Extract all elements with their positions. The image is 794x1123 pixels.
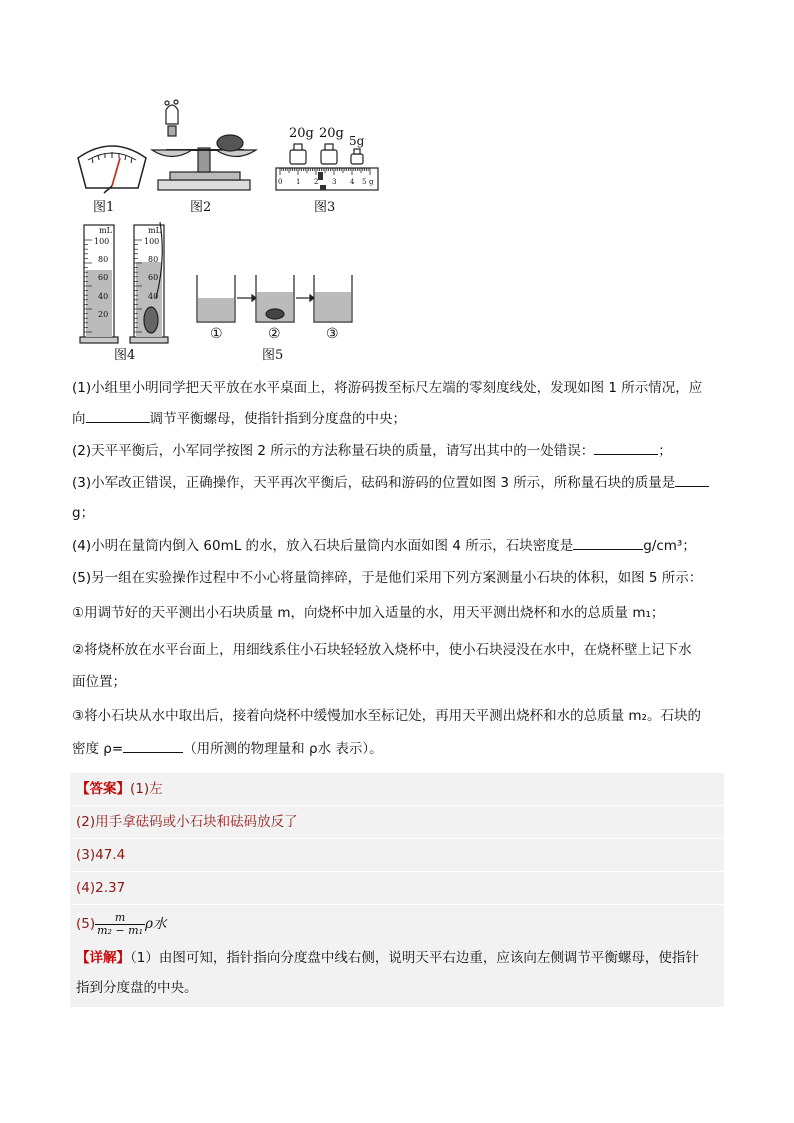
step-3-line-b: 密度 ρ= （用所测的物理量和 ρ水 表示）。 (72, 738, 732, 759)
cylinder-mark: 20 (98, 310, 109, 319)
cylinder-mark: 100 (144, 237, 160, 246)
ruler-tick-label: 0 (278, 178, 283, 186)
detail-line-b: 指到分度盘的中央。 (76, 980, 198, 996)
fig5-caption: 图5 (262, 348, 284, 363)
question-4: (4)小明在量筒内倒入 60mL 的水，放入石块后量筒内水面如图 4 所示，石块密度是 g/cm³； (72, 535, 732, 556)
cylinder-unit: mL (148, 226, 161, 235)
question-2: (2)天平平衡后，小军同学按图 2 所示的方法称量石块的质量，请写出其中的一处错误： ； (72, 440, 732, 461)
ruler-unit: g (369, 178, 374, 186)
question-1-line-a: (1)小组里小明同学把天平放在水平桌面上，将游码拨至标尺左端的零刻度线处，发现如图 1 所示情况，应 (72, 380, 703, 396)
detail-tag: 【详解】 (76, 950, 130, 966)
answer-row-1: 【答案】(1)左 (70, 772, 724, 805)
weight-label: 5g (349, 134, 365, 148)
ruler-tick-label: 4 (350, 178, 355, 186)
answer-blank (675, 472, 709, 487)
question-5: (5)另一组在实验操作过程中不小心将量筒摔碎，于是他们采用下列方案测量小石块的体积，如图 5 所示： (72, 570, 703, 586)
fig2-caption: 图2 (190, 200, 212, 215)
figures-svg (0, 0, 794, 370)
cylinder-mark: 40 (98, 292, 109, 301)
answer-row-2: (2)用手拿砝码或小石块和砝码放反了 (70, 805, 724, 838)
answer-row-3: (3)47.4 (70, 838, 724, 871)
answer-blank (594, 440, 658, 455)
answer-box (70, 772, 724, 1007)
beaker-label: ② (268, 326, 281, 342)
step-2-line-a: ②将烧杯放在水平台面上，用细线系住小石块轻轻放入烧杯中，使小石块浸没在水中，在烧杯壁上记下水 (72, 642, 692, 658)
answer-blank (573, 535, 643, 550)
fig1-dial (78, 146, 146, 193)
cylinder-mark: 60 (148, 273, 159, 282)
beaker-label: ③ (326, 326, 339, 342)
cylinder-mark: 100 (94, 237, 110, 246)
weight-label: 20g (319, 126, 344, 141)
step-3-line-a: ③将小石块从水中取出后，接着向烧杯中缓慢加水至标记处，再用天平测出烧杯和水的总质量 m₂。石块的 (72, 708, 701, 724)
ruler-tick-label: 3 (332, 178, 337, 186)
answer-row-5: (5) $\frac{m}{\text{m₂ − m₁}}$ ρ水 (70, 904, 724, 943)
question-3-line-b: g； (72, 505, 95, 521)
cylinder-mark: 80 (98, 255, 109, 264)
step-1: ①用调节好的天平测出小石块质量 m，向烧杯中加入适量的水，用天平测出烧杯和水的总质量 m₁； (72, 605, 665, 621)
fig3-caption: 图3 (314, 200, 336, 215)
answer-tag: 【答案】 (76, 781, 130, 797)
density-fraction: $\frac{m}{\text{m₂ − m₁}}$ (97, 910, 144, 937)
cylinder-mark: 40 (148, 292, 159, 301)
ruler-tick-label: 1 (296, 178, 301, 186)
answer-row-4: (4)2.37 (70, 871, 724, 904)
answer-blank (86, 408, 150, 423)
fig2-balance (152, 100, 256, 190)
ruler-tick-label: 2 (314, 178, 319, 186)
fig1-caption: 图1 (93, 200, 115, 215)
question-3-line-a: (3)小军改正错误，正确操作，天平再次平衡后，砝码和游码的位置如图 3 所示，所称量石块的质量是 (72, 472, 732, 493)
cylinder-unit: mL (99, 226, 112, 235)
weight-label: 20g (289, 126, 314, 141)
fig5-beakers (197, 275, 352, 322)
figures-area (0, 0, 794, 370)
step-2-line-b: 面位置； (72, 674, 126, 690)
ruler-tick-label: 5 (362, 178, 367, 186)
detail-line-a: 【详解】（1）由图可知，指针指向分度盘中线右侧，说明天平右边重，应该向左侧调节平衡螺母，使指针 (76, 950, 699, 966)
cylinder-mark: 80 (148, 255, 159, 264)
question-1-line-b: 向 调节平衡螺母，使指针指到分度盘的中央； (72, 408, 732, 429)
answer-blank (123, 738, 183, 753)
beaker-label: ① (210, 326, 223, 342)
cylinder-mark: 60 (98, 273, 109, 282)
fig4-caption: 图4 (114, 348, 136, 363)
